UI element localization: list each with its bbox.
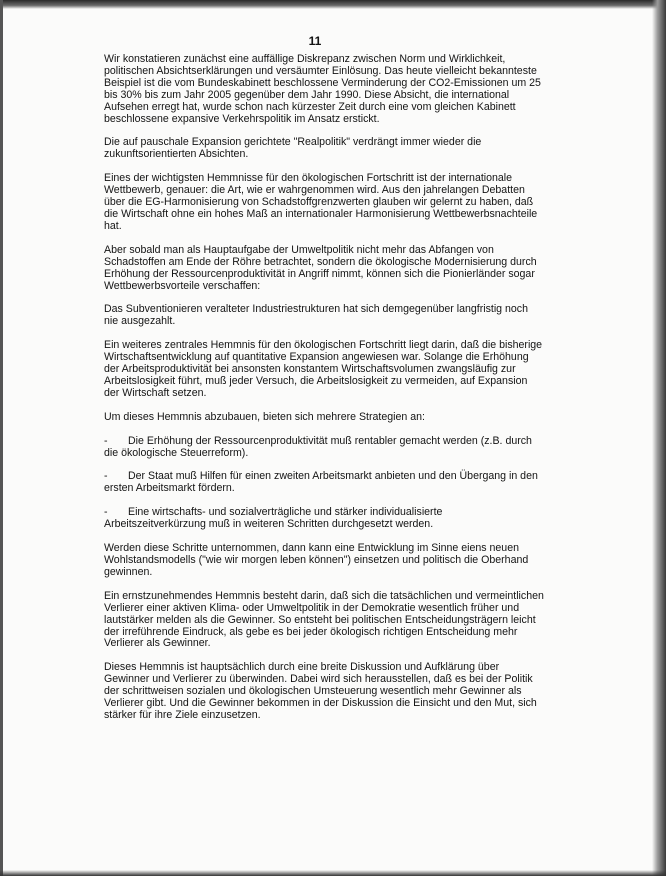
page-number: 11 [308,34,322,48]
paragraph: Ein ernstzunehmendes Hemmnis besteht darin, daß sich die tatsächlichen und vermeintlichen Verlierer einer aktiven Klima- oder Umweltpolitik in der Demokratie wesentlich früher und lautstärker melden als die Gewinner. So entsteht bei politischen Entscheidungsträgern leicht der irreführende Eindruck, als gebe es bei jeder ökologisch richtigen Entscheidung mehr Verlierer als Gewinner. [104,589,544,650]
paragraph: Dieses Hemmnis ist hauptsächlich durch eine breite Diskussion und Aufklärung über Gewinner und Verlierer zu überwinden. Dabei wird sich herausstellen, daß es bei der Politik der schrittweisen sozialen und ökologischen Umsteuerung wesentlich mehr Gewinner als Verlierer gibt. Und die Gewinner bekommen in der Diskussion die Einsicht und den Mut, sich stärker für ihre Ziele einzusetzen. [104,661,537,721]
list-item [104,471,544,495]
document-body [104,54,544,734]
list-bullet: - [104,506,108,519]
scan-edge-top [0,0,666,9]
scan-edge-left [0,0,3,876]
list-item-text: Der Staat muß Hilfen für einen zweiten Arbeitsmarkt anbieten und den Übergang in den ersten Arbeitsmarkt fördern. [104,470,538,495]
list-item-text: Die Erhöhung der Ressourcenproduktivität muß rentabler gemacht werden (z.B. durch die ökologische Steuerreform). [104,434,532,459]
scan-edge-bottom [0,870,666,876]
paragraph: Werden diese Schritte unternommen, dann kann eine Entwicklung im Sinne eiens neuen Wohlstandsmodells ("wie wir morgen leben können") einsetzen und politisch die Oberhand gewinnen. [104,542,529,578]
paragraph: Die auf pauschale Expansion gerichtete "Realpolitik" verdrängt immer wieder die zukunftsorientierten Absichten. [104,136,482,161]
list-item [104,436,544,460]
paragraph: Eines der wichtigsten Hemmnisse für den ökologischen Fortschritt ist der internationale Wettbewerb, genauer: die Art, wie er wahrgenommen wird. Aus den jahrelangen Debatten über die EG-Harmonisierung von Schadstoffgrenzwerten glauben wir gelernt zu haben, daß die Wirtschaft ohne ein hohes Maß an internationaler Harmonisierung Wettbewerbsnachteile hat. [104,172,538,232]
list-bullet: - [104,434,108,447]
paragraph: Das Subventionieren veralteter Industriestrukturen hat sich demgegenüber langfristig noch nie ausgezahlt. [104,303,528,328]
paragraph: Ein weiteres zentrales Hemmnis für den ökologischen Fortschritt liegt darin, daß die bisherige Wirtschaftsentwicklung auf quantitative Expansion angewiesen war. Solange die Erhöhung der Arbeitsproduktivität bei ansonsten konstantem Wirtschaftsvolumen zwangsläufig zur Arbeitslosigkeit führt, muß jeder Versuch, die Arbeitslosigkeit zu vermeiden, auf Expansion der Wirtschaft setzen. [104,339,543,399]
list-item-text: Eine wirtschafts- und sozialverträgliche und stärker individualisierte Arbeitszeitverkürzung muß in weiteren Schritten durchgesetzt werden. [104,506,443,531]
paragraph: Wir konstatieren zunächst eine auffällige Diskrepanz zwischen Norm und Wirklichkeit, politischen Absichtserklärungen und versäumter Einlösung. Das heute vielleicht bekannteste Beispiel ist die vom Bundeskabinett beschlossene Verminderung der CO2-Emissionen um 25 bis 30% bis zum Jahr 2005 gegenüber dem Jahr 1990. Diese Absicht, die international Aufsehen erregt hat, wurde schon nach kürzester Zeit durch eine vom gleichen Kabinett beschlossene expansive Verkehrspolitik im Ansatz erstickt. [104,53,541,125]
paragraph: Um dieses Hemmnis abzubauen, bieten sich mehrere Strategien an: [104,410,425,423]
scan-edge-right [652,0,666,876]
list-bullet: - [104,470,108,483]
paragraph: Aber sobald man als Hauptaufgabe der Umweltpolitik nicht mehr das Abfangen von Schadstoffen am Ende der Röhre betrachtet, sondern die ökologische Modernisierung durch Erhöhung der Ressourcenproduktivität in Angriff nimmt, können sich die Pionierländer sogar Wettbewerbsvorteile verschaffen: [104,243,537,292]
list-item [104,507,544,531]
